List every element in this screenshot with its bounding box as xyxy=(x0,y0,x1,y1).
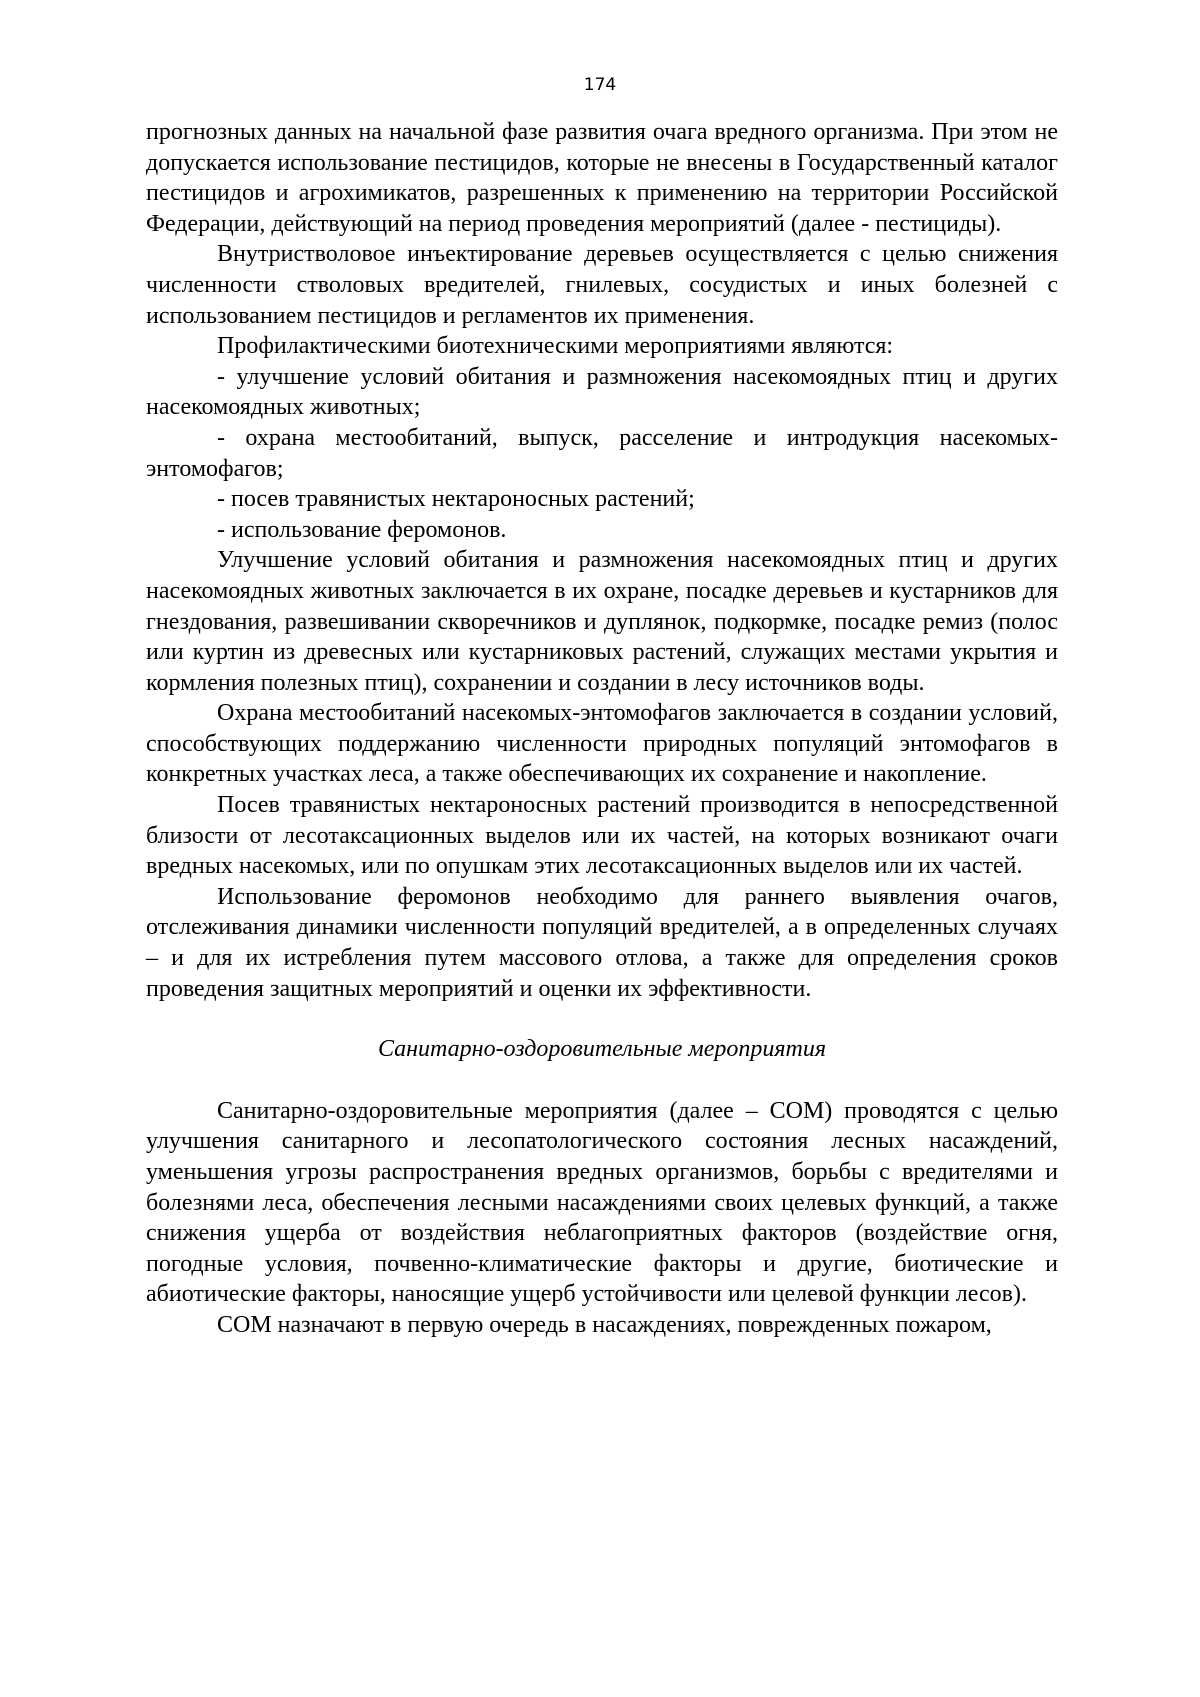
page-number: 174 xyxy=(583,75,617,95)
paragraph-injection: Внутристволовое инъектирование деревьев осуществляется с целью снижения численности стволовых вредителей, гнилевых, сосудистых и иных болезней с использованием пестицидов и регламентов их применения. xyxy=(146,241,1058,329)
paragraph-nectar-plants: Посев травянистых нектароносных растений производится в непосредственной близости от лесотаксационных выделов или их частей, на которых возникают очаги вредных насекомых, или по опушкам этих лесотаксационных выделов или их частей. xyxy=(146,792,1058,880)
paragraph-biotech-intro: Профилактическими биотехническими мероприятиями являются: xyxy=(217,333,894,360)
paragraph-som-priority: СОМ назначают в первую очередь в насаждениях, поврежденных пожаром, xyxy=(217,1311,992,1338)
paragraph-som-definition: Санитарно-оздоровительные мероприятия (далее – СОМ) проводятся с целью улучшения санитарного и лесопатологического состояния лесных насаждений, уменьшения угрозы распространения вредных организмов, борьбы с вредителями и болезнями леса, обеспечения лесными насаждениями своих целевых функций, а также снижения ущерба от воздействия неблагоприятных факторов (воздействие огня, погодные условия, почвенно-климатические факторы и другие, биотические и абиотические факторы, наносящие ущерб устойчивости или целевой функции лесов). xyxy=(146,1097,1058,1308)
document-body xyxy=(146,117,1058,1341)
list-item-birds: - улучшение условий обитания и размножения насекомоядных птиц и других насекомоядных животных; xyxy=(146,363,1058,421)
section-heading: Санитарно-оздоровительные мероприятия xyxy=(377,1036,827,1063)
list-item-entomophages: - охрана местообитаний, выпуск, расселение и интродукция насекомых-энтомофагов; xyxy=(146,424,1058,482)
list-item-nectar-plants: - посев травянистых нектароносных растений; xyxy=(217,486,695,513)
list-item-pheromones: - использование феромонов. xyxy=(217,516,507,543)
paragraph-entomophages: Охрана местообитаний насекомых-энтомофагов заключается в создании условий, способствующих поддержанию численности природных популяций энтомофагов в конкретных участках леса, а также обеспечивающих их сохранение и накопление. xyxy=(146,700,1058,788)
paragraph-pheromones: Использование феромонов необходимо для раннего выявления очагов, отслеживания динамики численности популяций вредителей, а в определенных случаях – и для их истребления путем массового отлова, а также для определения сроков проведения защитных мероприятий и оценки их эффективности. xyxy=(146,883,1058,1002)
paragraph-continuation: прогнозных данных на начальной фазе развития очага вредного организма. При этом не допускается использование пестицидов, которые не внесены в Государственный каталог пестицидов и агрохимикатов, разрешенных к применению на территории Российской Федерации, действующий на период проведения мероприятий (далее - пестициды). xyxy=(146,119,1058,237)
paragraph-birds: Улучшение условий обитания и размножения насекомоядных птиц и других насекомоядных животных заключается в их охране, посадке деревьев и кустарников для гнездования, развешивании скворечников и дуплянок, подкормке, посадке ремиз (полос или куртин из древесных или кустарниковых растений, служащих местами укрытия и кормления полезных птиц), сохранении и создании в лесу источников воды. xyxy=(146,547,1058,696)
